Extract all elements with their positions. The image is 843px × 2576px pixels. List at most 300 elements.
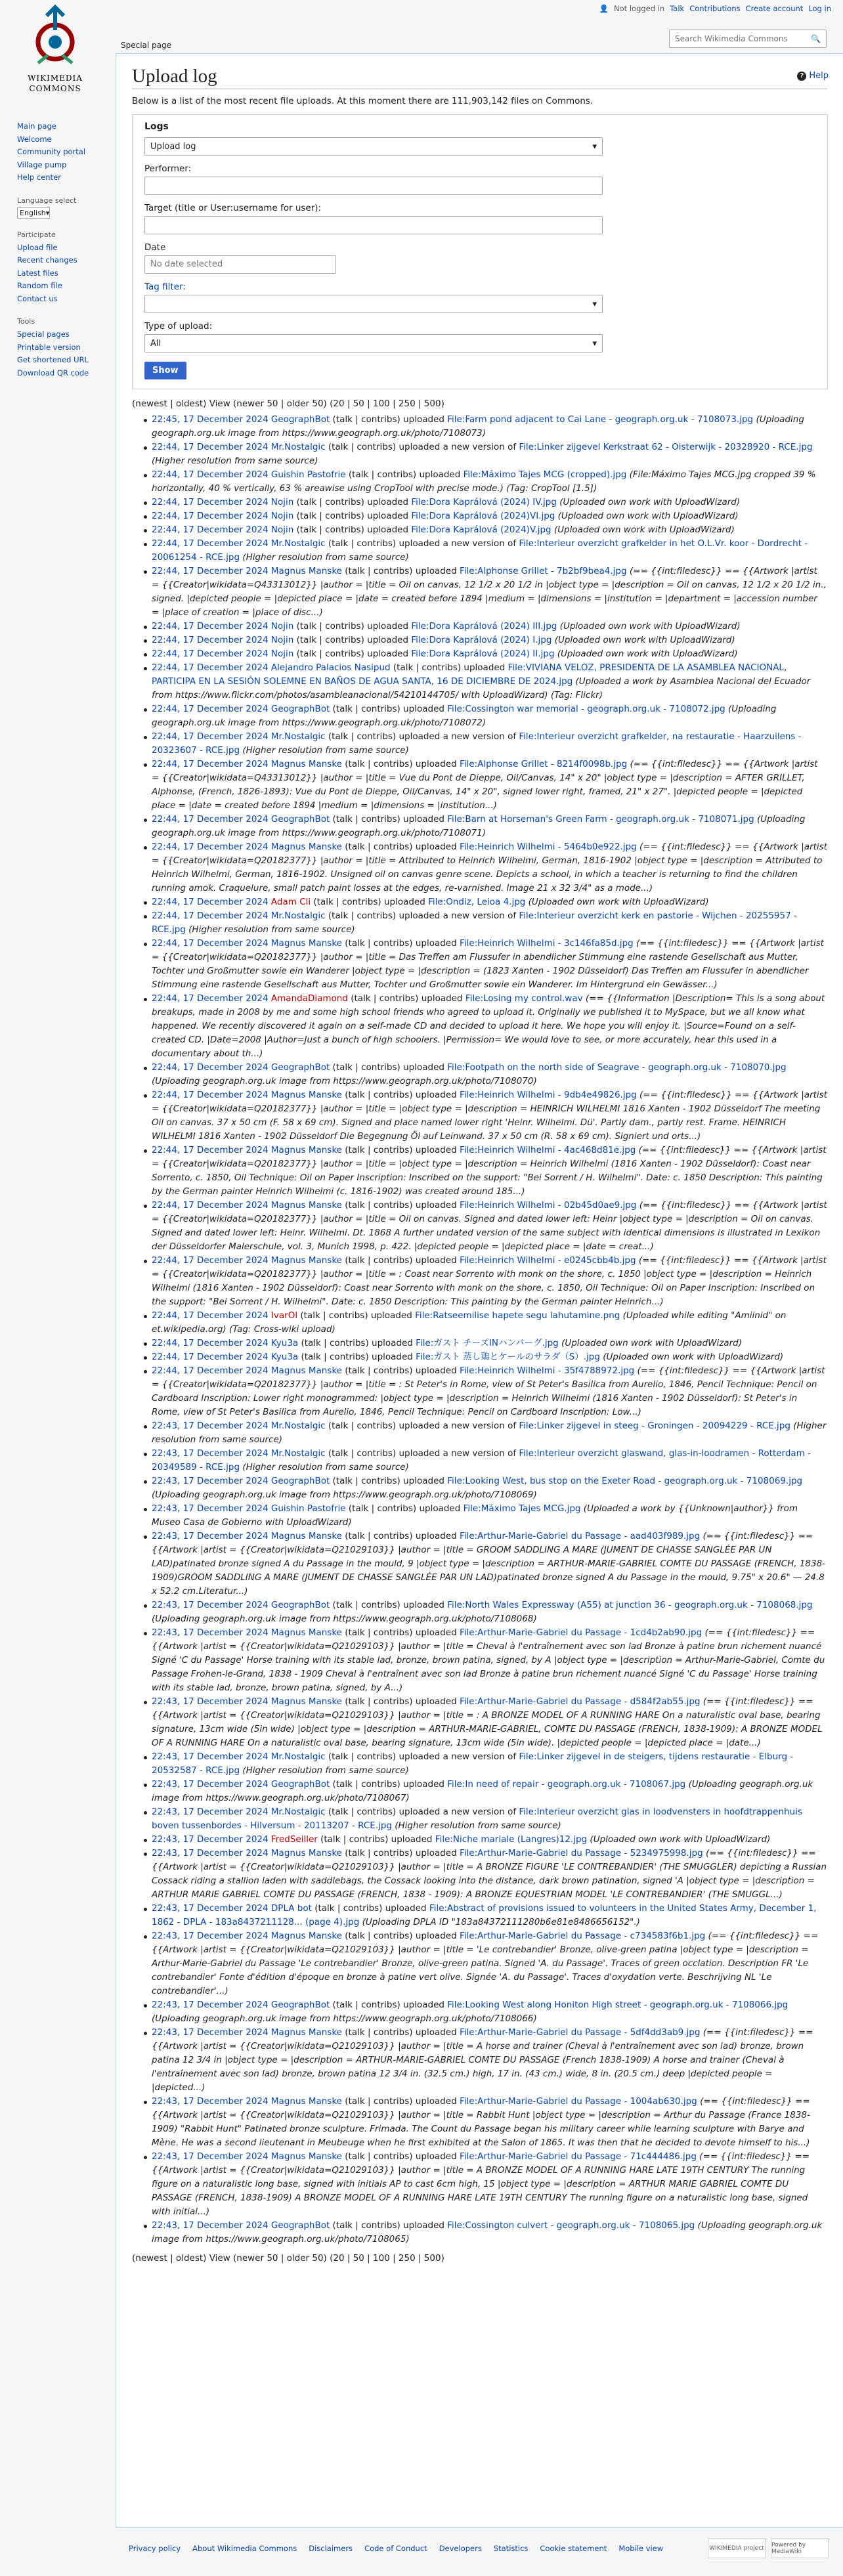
log-entry: 22:43, 17 December 2024 DPLA bot (talk | contribs) uploaded File:Abstract of provisions issued to volunteers in the United States Army, December 1, 1862 - DPLA - 183a8437211128... (page 4).jpg (Uploading DPLA ID "183a84372111280b6e81e8486656152".) [144,1902,827,1929]
entry-file-link[interactable]: File:Dora Kaprálová (2024) III.jpg [411,621,557,632]
entry-file-link[interactable]: File:Heinrich Wilhelmi - 4ac468d81e.jpg [459,1145,636,1155]
log-entry: 22:43, 17 December 2024 Magnus Manske (talk | contribs) uploaded File:Arthur-Marie-Gabriel du Passage - 1004ab630.jpg (== {{int:filedesc}} == {{Artwork |artist = {{Creator|wikidata=Q21029103}} |author = |title = Rabbit Hunt |object type = |description = Arthur du Passage (France 1838-1909) "Rabbit Hunt" Patinated bronze sculpture. Frimada. The Count du Passage began his military career while learning sculpture with Barye and Mène. He was a second lieutenant in Meubeuge when he first exhibited at the Salon of 1865. It was then that he decided to devote himself to his...) [144,2095,827,2150]
entry-comment: (== {{int:filedesc}} == {{Artwork |artist = {{Creator|wikidata=Q21029103}} |author = |title = Cheval à l'entraînement avec son lad Bronze à patine brun richement nuancé Signé 'C du Passage' Horse training with its stable lad, bronze, brown patina, signed, by A |object type = |description = Arthur-Marie-Gabriel, Comte du Passage Frohen-le-Grand, 1838 - 1909 Cheval à l'entraînent avec son lad Bronze à patine brun richement nuancé Signé 'C du Passage' Horse training with its stable lad, bronze, brown patina, signed, by A...) [152,1627,825,1693]
entry-timestamp-link[interactable]: 22:44, 17 December 2024 [152,731,269,742]
entry-action: uploaded [415,566,457,576]
entry-file-link[interactable]: File:Ondiz, Leioa 4.jpg [428,897,526,907]
entry-timestamp-link[interactable]: 22:43, 17 December 2024 [152,1421,269,1431]
entry-comment: (== {{int:filedesc}} == {{Artwork |artist = {{Creator|wikidata=Q20182377}} |author = |title = |object type = |description = Heinrich Wilhelmi (1816 Xanten - 1902 Düsseldorf): Coast near Sorrento, c. 1850, Oil Technique: Oil on Paper Inscription: Inscribed on the support: "Bei Sorrent / H. Wilhelmi". Date: c. 1850 Description: This painting by the German painter Heinrich Wilhelmi (c. 1816-1902) was created around 185...) [152,1145,827,1197]
tools-link[interactable]: Printable version [17,342,81,352]
entry-user-link[interactable]: Magnus Manske [270,1255,342,1266]
entry-comment: (== {{int:filedesc}} == {{Artwork |artist = {{Creator|wikidata=Q20182377}} |author = |title = Oil on canvas. Signed and dated lower left: Heinr |object type = |description = Oil on canvas. Signed and dated lower left: Heinr. Wilhelmi. Dt. 1868 A further undated version of the same subject with identical dimensions is illustrated in Lexikon der Düsseldorfer Malerschule, vol. 3, Munich 1998, p. 422. |depicted people = |depicted place = |date = creat...) [152,1200,827,1252]
entry-user-link[interactable]: Mr.Nostalgic [270,731,326,742]
entry-user-link[interactable]: Magnus Manske [270,1696,342,1707]
entry-user-link[interactable]: FredSeiller [270,1834,318,1845]
entry-file-link[interactable]: File:Interieur overzicht glas in loodvensters in hoofdtrappenhuis boven tussenbordes - Hilversum - 20113207 - RCE.jpg [152,1807,802,1831]
entry-file-link[interactable]: File:Interieur overzicht grafkelder in het O.L.Vr. koor - Dordrecht - 20061254 - RCE.jpg [152,538,808,563]
entry-file-link[interactable]: File:Linker zijgevel Kerkstraat 62 - Oisterwijk - 20328920 - RCE.jpg [519,442,813,452]
sidebar-item[interactable] [17,367,106,380]
date-label: Date [144,242,166,253]
entry-file-link[interactable]: File:Interieur overzicht kerk en pastorie - Wijchen - 20255957 - RCE.jpg [152,911,797,935]
page-title: Upload log [132,66,827,89]
entry-comment: (Uploading geograph.org.uk image from https://www.geograph.org.uk/photo/7108073) [152,414,804,439]
chevron-down-icon: ▾ [592,141,597,152]
sidebar-item[interactable] [17,354,106,367]
log-entry: 22:44, 17 December 2024 Mr.Nostalgic (talk | contribs) uploaded a new version of File:Interieur overzicht grafkelder in het O.L.Vr. koor - Dordrecht - 20061254 - RCE.jpg (Higher resolution from same source) [144,537,827,565]
entry-timestamp-link[interactable]: 22:43, 17 December 2024 [152,1531,269,1541]
entry-timestamp-link[interactable]: 22:43, 17 December 2024 [152,2151,269,2162]
entry-action: uploaded [385,1903,427,1914]
log-entry: 22:44, 17 December 2024 Magnus Manske (talk | contribs) uploaded File:Heinrich Wilhelmi - 5464b0e922.jpg (== {{int:filedesc}} == {{Artwork |artist = {{Creator|wikidata=Q20182377}} |author = |title = Attributed to Heinrich Wilhelmi, German, 1816-1902 |object type = |description = Attributed to Heinrich Wilhelmi, German, 1816-1902. Unsigned oil on canvas genre scene. Depicts a school, in which a teacher is returning to find the children running amok. Craquelure, small patch paint losses at the edges, re-varnished. Image 21 x 32 3/4" as a mode...) [144,840,827,895]
entry-user-link[interactable]: Mr.Nostalgic [270,1448,326,1459]
footer-link[interactable]: Disclaimers [309,2544,353,2553]
show-button[interactable]: Show [144,362,186,379]
entry-action: uploaded [415,2096,457,2107]
entry-file-link[interactable]: File:Dora Kaprálová (2024) II.jpg [411,649,555,659]
entry-action: uploaded [415,1255,457,1266]
entry-file-link[interactable]: File:Dora Kaprálová (2024) I.jpg [411,635,552,645]
entry-file-link[interactable]: File:Arthur-Marie-Gabriel du Passage - 5df4dd3ab9.jpg [459,2027,701,2038]
entry-user-link[interactable]: GeographBot [270,414,330,425]
entry-user-link[interactable]: Magnus Manske [270,2027,342,2038]
entry-file-link[interactable]: File:Máximo Tajes MCG (cropped).jpg [463,469,627,480]
log-entry: 22:45, 17 December 2024 GeographBot (talk | contribs) uploaded File:Farm pond adjacent to Cai Lane - geograph.org.uk - 7108073.jpg (Uploading geograph.org.uk image from https://www.geograph.org.uk/photo/7108073) [144,413,827,440]
sidebar-heading-tools: Tools [17,317,35,326]
entry-user-link[interactable]: Mr.Nostalgic [270,442,326,452]
entry-comment: (== {{int:filedesc}} == {{Artwork |artist = {{Creator|wikidata=Q43313012}} |author = |title = Vue du Pont de Dieppe, Oil/Canvas, 14" x 20" |object type = |description = AFTER GRILLET, Alphonse, (French, 1826-1893): Vue du Pont de Dieppe, Oil/Canvas, 14" x 20", signed lower right, framed, 21" x 27". |depicted people = |depicted place = |date = created before 1894 |medium = |dimensions = |institution...) [152,759,818,811]
entry-user-link[interactable]: GeographBot [270,1476,330,1486]
footer-link[interactable]: Code of Conduct [364,2544,427,2553]
site-logo[interactable] [13,4,97,93]
entry-user-link[interactable]: Kyu3a [270,1352,299,1362]
entry-timestamp-link[interactable]: 22:43, 17 December 2024 [152,1448,269,1459]
entry-file-link[interactable]: File:Interieur overzicht grafkelder, na restauratie - Haarzuilens - 20323607 - RCE.jpg [152,731,802,756]
entry-file-link[interactable]: File:Losing my control.wav [465,993,583,1004]
log-entry: 22:44, 17 December 2024 GeographBot (talk | contribs) uploaded File:Cossington war memorial - geograph.org.uk - 7108072.jpg (Uploading geograph.org.uk image from https://www.geograph.org.uk/photo/7108072) [144,702,827,730]
sidebar-item[interactable] [17,171,106,184]
entry-action: uploaded [419,469,461,480]
main-nav-link[interactable]: Help center [17,173,61,182]
log-entry: 22:44, 17 December 2024 Magnus Manske (talk | contribs) uploaded File:Heinrich Wilhelmi - 3c146fa85d.jpg (== {{int:filedesc}} == {{Artwork |artist = {{Creator|wikidata=Q20182377}} |author = |title = Das Treffen am Flussufer in abendlicher Stimmung eine rastende Gesellschaft aus Mutter, Tochter und Großmutter sowie ein Wanderer |object type = |description = (1823 Xanten - 1902 Düsseldorf) Das Treffen am Flussufer in abendlicher Stimmung eine rastende Gesellschaft aus Mutter, Tochter und Großmutter sowie ein Wanderer. Im Hintergrund ein Gewässer...) [144,937,827,992]
entry-timestamp-link[interactable]: 22:44, 17 December 2024 [152,1200,269,1211]
sidebar [17,120,106,379]
log-in-link[interactable]: Log in [808,4,831,13]
tools-link[interactable]: Download QR code [17,368,89,377]
entry-timestamp-link[interactable]: 22:44, 17 December 2024 [152,1255,269,1266]
entry-file-link[interactable]: File:Heinrich Wilhelmi - 3c146fa85d.jpg [459,938,634,949]
participate-link[interactable]: Latest files [17,268,58,278]
entry-user-link[interactable]: DPLA bot [270,1903,312,1914]
entry-file-link[interactable]: File:Heinrich Wilhelmi - 35f4788972.jpg [459,1365,635,1376]
entry-action: uploaded a new version of [399,538,517,549]
entry-file-link[interactable]: File:Arthur-Marie-Gabriel du Passage - 5234975998.jpg [459,1848,703,1858]
entry-timestamp-link[interactable]: 22:44, 17 December 2024 [152,525,269,535]
entry-timestamp-link[interactable]: 22:43, 17 December 2024 [152,1627,269,1638]
upload-type-label: Type of upload: [144,321,213,332]
sidebar-item[interactable] [17,341,106,354]
entry-file-link[interactable]: File:Ratseemilise hapete segu lahutamine.png [415,1310,620,1321]
log-entry: 22:44, 17 December 2024 GeographBot (talk | contribs) uploaded File:Barn at Horseman's Green Farm - geograph.org.uk - 7108071.jpg (Uploading geograph.org.uk image from https://www.geograph.org.uk/photo/7108071) [144,813,827,840]
entry-file-link[interactable]: File:Arthur-Marie-Gabriel du Passage - 1004ab630.jpg [459,2096,697,2107]
entry-user-link[interactable]: AmandaDiamond [270,993,348,1004]
entry-comment: (Uploading geograph.org.uk image from https://www.geograph.org.uk/photo/7108065) [152,2220,823,2244]
entry-action: uploaded [415,1848,457,1858]
entry-user-link[interactable]: Mr.Nostalgic [270,538,326,549]
entry-comment: (Uploaded own work with UploadWizard) [603,1352,784,1362]
entry-file-link[interactable]: File:Arthur-Marie-Gabriel du Passage - 71c444486.jpg [459,2151,697,2162]
entry-user-link[interactable]: GeographBot [270,1779,330,1790]
entry-file-link[interactable]: File:Looking West, bus stop on the Exeter Road - geograph.org.uk - 7108069.jpg [447,1476,803,1486]
help-label[interactable]: Help [809,71,829,81]
entry-timestamp-link[interactable]: 22:44, 17 December 2024 [152,621,269,632]
entry-action: uploaded [415,1931,457,1941]
entry-timestamp-link[interactable]: 22:43, 17 December 2024 [152,1903,269,1914]
entry-comment: (File:Máximo Tajes MCG.jpg cropped 39 % horizontally, 40 % vertically, 63 % areawise using CropTool with precise mode.) (Tag: CropTool [1.5]) [152,469,816,494]
footer-link[interactable]: Cookie statement [540,2544,607,2553]
entry-timestamp-link[interactable]: 22:44, 17 December 2024 [152,497,269,507]
entry-comment: (Higher resolution from same source) [188,924,355,935]
entry-user-link[interactable]: Magnus Manske [270,1848,342,1858]
entry-user-link[interactable]: Alejandro Palacios Nasipud [270,662,391,673]
entry-file-link[interactable]: File:Heinrich Wilhelmi - 02b45d0ae9.jpg [459,1200,637,1211]
entry-file-link[interactable]: File:Arthur-Marie-Gabriel du Passage - aad403f989.jpg [459,1531,701,1541]
entry-file-link[interactable]: File:Alphonse Grillet - 7b2bf9bea4.jpg [459,566,627,576]
log-entry: 22:43, 17 December 2024 GeographBot (talk | contribs) uploaded File:Looking West, bus stop on the Exeter Road - geograph.org.uk - 7108069.jpg (Uploading geograph.org.uk image from https://www.geograph.org.uk/photo/7108069) [144,1474,827,1502]
entry-file-link[interactable]: File:Footpath on the north side of Seagrave - geograph.org.uk - 7108070.jpg [447,1062,787,1073]
entry-timestamp-link[interactable]: 22:44, 17 December 2024 [152,1310,269,1321]
entry-comment: (Uploaded a work by Asamblea Nacional del Ecuador from https://www.flickr.com/photos/asambleanacional/54210144705/ with UploadWizard) (Tag: Flickr) [152,676,811,700]
participate-link[interactable]: Upload file [17,242,58,252]
entry-action: uploaded a new version of [399,1448,517,1459]
entry-timestamp-link[interactable]: 22:43, 17 December 2024 [152,1834,269,1845]
sidebar-item[interactable] [17,242,106,255]
entry-user-link[interactable]: Magnus Manske [270,759,342,769]
entry-action: uploaded [415,1627,457,1638]
entry-comment: (== {{int:filedesc}} == {{Artwork |artist = {{Creator|wikidata=Q21029103}} |author = |title = GROOM SADDLING A MARE (JUMENT DE CHASSE SANGLÉE PAR UN LAD)patinated bronze signed A du Passage in the mould, 9 |object type = |description = ARTHUR-MARIE-GABRIEL COMTE DU PASSAGE (FRENCH, 1838-1909)GROOM SADDLING A MARE (JUMENT DE CHASSE SANGLÉE PAR UN LAD)patinated bronze signed A du Passage in the mould, 9.75" x 20.6" — 24.8 x 52.2 cm.Literatur...) [152,1531,826,1597]
entry-timestamp-link[interactable]: 22:44, 17 December 2024 [152,1338,269,1348]
entry-timestamp-link[interactable]: 22:44, 17 December 2024 [152,1365,269,1376]
entry-timestamp-link[interactable]: 22:43, 17 December 2024 [152,1931,269,1941]
entry-file-link[interactable]: File:Barn at Horseman's Green Farm - geograph.org.uk - 7108071.jpg [447,814,754,825]
entry-timestamp-link[interactable]: 22:44, 17 December 2024 [152,566,269,576]
entry-timestamp-link[interactable]: 22:44, 17 December 2024 [152,993,269,1004]
sidebar-item[interactable] [17,120,106,133]
entry-timestamp-link[interactable]: 22:44, 17 December 2024 [152,511,269,521]
entry-action: uploaded a new version of [399,731,517,742]
entry-file-link[interactable]: File:North Wales Expressway (A55) at junction 36 - geograph.org.uk - 7108068.jpg [447,1600,813,1610]
entry-action: uploaded [403,1779,444,1790]
log-entry: 22:43, 17 December 2024 Magnus Manske (talk | contribs) uploaded File:Arthur-Marie-Gabriel du Passage - 5df4dd3ab9.jpg (== {{int:filedesc}} == {{Artwork |artist = {{Creator|wikidata=Q21029103}} |author = |title = A horse and trainer (Cheval à l'entraînement avec son lad) bronze, brown patina 12 3/4 in |object type = |description = ARTHUR-MARIE-GABRIEL COMTE DU PASSAGE (French 1838-1909) A horse and trainer (Cheval à l'entraînement avec son lad) bronze, brown patina 12 3/4 in. (32.5 cm.) high, 17 in. (43 cm.) wide, 8 in. (20.5 cm.) deep |depicted people = |depicted...) [144,2026,827,2095]
chevron-down-icon: ▾ [592,338,597,349]
entry-comment: (Uploading DPLA ID "183a84372111280b6e81e8486656152".) [362,1917,640,1927]
entry-comment: (Uploaded own work with UploadWizard) [554,635,735,645]
entry-file-link[interactable]: File:Arthur-Marie-Gabriel du Passage - 1cd4b2ab90.jpg [459,1627,702,1638]
sidebar-item[interactable] [17,293,106,306]
entry-user-link[interactable]: Mr.Nostalgic [270,1421,326,1431]
target-input[interactable] [144,216,603,234]
pager-top[interactable]: (newest | oldest) View (newer 50 | older 50) (20 | 50 | 100 | 250 | 500) [132,398,444,409]
entry-comment: (== {{int:filedesc}} == {{Artwork |artist = {{Creator|wikidata=Q21029103}} |author = |title = A horse and trainer (Cheval à l'entraînement avec son lad) bronze, brown patina 12 3/4 in |object type = |description = ARTHUR-MARIE-GABRIEL COMTE DU PASSAGE (French 1838-1909) A horse and trainer (Cheval à l'entraînement avec son lad) bronze, brown patina 12 3/4 in. (32.5 cm.) high, 17 in. (43 cm.) wide, 8 in. (20.5 cm.) deep |depicted people = |depicted...) [152,2027,813,2093]
talk-link[interactable]: Talk [670,4,685,13]
sidebar-item[interactable] [17,146,106,159]
entry-comment: (Higher resolution from same source) [242,745,409,756]
entry-user-link[interactable]: Magnus Manske [270,1365,342,1376]
tag-filter-link[interactable]: Tag filter: [144,282,186,292]
entry-file-link[interactable]: File:Máximo Tajes MCG.jpg [463,1503,581,1514]
entry-timestamp-link[interactable]: 22:44, 17 December 2024 [152,704,269,714]
entry-user-link[interactable]: Mr.Nostalgic [270,911,326,921]
entry-file-link[interactable]: File:Niche mariale (Langres)12.jpg [435,1834,588,1845]
entry-timestamp-link[interactable]: 22:43, 17 December 2024 [152,1476,269,1486]
entry-file-link[interactable]: File:ガスト チーズINハンバーグ.jpg [416,1338,559,1348]
main-nav-link[interactable]: Welcome [17,134,52,144]
log-entry: 22:44, 17 December 2024 Nojin (talk | contribs) uploaded File:Dora Kaprálová (2024) II.jpg (Uploaded own work with UploadWizard) [144,647,827,661]
entry-user-link[interactable]: Magnus Manske [270,842,342,852]
entry-timestamp-link[interactable]: 22:44, 17 December 2024 [152,938,269,949]
entry-comment: (== {{int:filedesc}} == {{Artwork |artist = {{Creator|wikidata=Q21029103}} |author = |title = 'Le contrebandier' Bronze, olive-green patina |object type = |description = Arthur-Marie-Gabriel du Passage 'Le contrebandier' Bronze, olive-green patina. Signed 'A. du Passage'. Traces of green occlation. Description FR 'Le contrebandier' Fonte d'édition d'époque en bronze à patine vert olive. Signée 'A. du Passage'. Traces d'oxydation verte. Beschrijving NL 'Le contrebandier'...) [152,1931,819,1996]
entry-timestamp-link[interactable]: 22:43, 17 December 2024 [152,1807,269,1817]
entry-file-link[interactable]: File:Alphonse Grillet - 8214f0098b.jpg [459,759,628,769]
entry-timestamp-link[interactable]: 22:43, 17 December 2024 [152,1751,269,1762]
entry-comment: (Higher resolution from same source) [242,1765,409,1776]
entry-timestamp-link[interactable]: 22:44, 17 December 2024 [152,897,269,907]
entry-file-link[interactable]: File:Looking West along Honiton High street - geograph.org.uk - 7108066.jpg [447,2000,789,2010]
entry-user-link[interactable]: Mr.Nostalgic [270,1751,326,1762]
entry-timestamp-link[interactable]: 22:43, 17 December 2024 [152,2096,269,2107]
entry-file-link[interactable]: File:Linker zijgevel in de steigers, tijdens restauratie - Elburg - 20532587 - RCE.jpg [152,1751,794,1776]
language-select[interactable] [17,207,50,219]
performer-input[interactable] [144,177,603,195]
entry-timestamp-link[interactable]: 22:43, 17 December 2024 [152,1779,269,1790]
footer-link[interactable]: About Wikimedia Commons [192,2544,297,2553]
target-label: Target (title or User:username for user): [144,203,322,213]
entry-timestamp-link[interactable]: 22:43, 17 December 2024 [152,1600,269,1610]
entry-timestamp-link[interactable]: 22:44, 17 December 2024 [152,759,269,769]
entry-action: uploaded [415,759,457,769]
search-input[interactable] [669,30,827,48]
entry-file-link[interactable]: File:Dora Kaprálová (2024)V.jpg [411,525,551,535]
entry-timestamp-link[interactable]: 22:43, 17 December 2024 [152,1503,269,1514]
entry-timestamp-link[interactable]: 22:43, 17 December 2024 [152,2000,269,2010]
entry-user-link[interactable]: GeographBot [270,1062,330,1073]
main-nav-link[interactable]: Main page [17,121,56,131]
entry-user-link[interactable]: Magnus Manske [270,566,342,576]
log-entry: 22:44, 17 December 2024 IvarOl (talk | contribs) uploaded File:Ratseemilise hapete segu lahutamine.png (Uploaded while editing "Amiinid" on et.wikipedia.org) (Tag: Cross-wiki upload) [144,1309,827,1337]
entry-file-link[interactable]: File:Cossington war memorial - geograph.org.uk - 7108072.jpg [447,704,725,714]
entry-user-link[interactable]: GeographBot [270,1600,330,1610]
entry-action: uploaded [415,1090,457,1100]
footer-link[interactable]: Mobile view [618,2544,664,2553]
sidebar-item[interactable] [17,280,106,293]
footer-link[interactable]: Statistics [493,2544,529,2553]
entry-file-link[interactable]: File:Farm pond adjacent to Cai Lane - geograph.org.uk - 7108073.jpg [447,414,754,425]
entry-file-link[interactable]: File:Arthur-Marie-Gabriel du Passage - c734583f6b1.jpg [459,1931,706,1941]
contributions-link[interactable]: Contributions [689,4,741,13]
log-entry: 22:44, 17 December 2024 Mr.Nostalgic (talk | contribs) uploaded a new version of File:Linker zijgevel Kerkstraat 62 - Oisterwijk - 20328920 - RCE.jpg (Higher resolution from same source) [144,440,827,468]
entry-timestamp-link[interactable]: 22:44, 17 December 2024 [152,662,269,673]
entry-user-link[interactable]: Magnus Manske [270,938,342,949]
sidebar-item[interactable] [17,267,106,280]
entry-timestamp-link[interactable]: 22:44, 17 December 2024 [152,1352,269,1362]
entry-user-link[interactable]: Magnus Manske [270,2096,342,2107]
entry-user-link[interactable]: Magnus Manske [270,1090,342,1100]
entry-timestamp-link[interactable]: 22:44, 17 December 2024 [152,842,269,852]
entry-action: uploaded [403,1062,444,1073]
entry-file-link[interactable]: File:Dora Kaprálová (2024) IV.jpg [411,497,557,507]
entry-user-link[interactable]: Magnus Manske [270,1145,342,1155]
entry-file-link[interactable]: File:Abstract of provisions issued to volunteers in the United States Army, December 1, 1862 - DPLA - 183a8437211128... (page 4).jpg [152,1903,817,1927]
participate-link[interactable]: Contact us [17,293,58,303]
entry-timestamp-link[interactable]: 22:43, 17 December 2024 [152,1696,269,1707]
entry-action: uploaded [415,1365,457,1376]
entry-action: uploaded [403,814,444,825]
entry-comment: (Higher resolution from same source) [152,456,318,466]
entry-action: uploaded [372,1352,413,1362]
footer-link[interactable]: Privacy policy [129,2544,181,2553]
entry-user-link[interactable]: Nojin [270,635,294,645]
entry-timestamp-link[interactable]: 22:43, 17 December 2024 [152,1848,269,1858]
entry-timestamp-link[interactable]: 22:45, 17 December 2024 [152,414,269,425]
entry-file-link[interactable]: File:ガスト 蒸し鶏とケールのサラダ（S）.jpg [416,1352,600,1362]
log-entry: 22:44, 17 December 2024 Adam Cli (talk | contribs) uploaded File:Ondiz, Leioa 4.jpg (Uploaded own work with UploadWizard) [144,895,827,909]
entry-file-link[interactable]: File:Heinrich Wilhelmi - 5464b0e922.jpg [459,842,637,852]
entry-timestamp-link[interactable]: 22:44, 17 December 2024 [152,469,269,480]
entry-user-link[interactable]: Kyu3a [270,1338,299,1348]
log-entry: 22:44, 17 December 2024 Magnus Manske (talk | contribs) uploaded File:Alphonse Grillet - 8214f0098b.jpg (== {{int:filedesc}} == {{Artwork |artist = {{Creator|wikidata=Q43313012}} |author = |title = Vue du Pont de Dieppe, Oil/Canvas, 14" x 20" |object type = |description = AFTER GRILLET, Alphonse, (French, 1826-1893): Vue du Pont de Dieppe, Oil/Canvas, 14" x 20", signed lower right, framed, 21" x 27". |depicted people = |depicted place = |date = created before 1894 |medium = |dimensions = |institution...) [144,758,827,813]
entry-user-link[interactable]: IvarOl [270,1310,298,1321]
main-nav-link[interactable]: Village pump [17,160,67,169]
help-icon: ? [797,72,806,81]
entry-action: uploaded a new version of [399,911,517,921]
entry-comment: (== {{int:filedesc}} == {{Artwork |artist = {{Creator|wikidata=Q21029103}} |author = |title = A BRONZE MODEL OF A RUNNING HARE LATE 19TH CENTURY The running figure on a naturalistic long base, signed with initials AP to cast 6cm high, 15 |object type = |description = ARTHUR MARIE GABRIEL COMTE DU PASSAGE (FRENCH, 1838-1909) A BRONZE MODEL OF A RUNNING HARE LATE 19TH CENTURY The running figure on a naturalistic long base, signed with initial...) [152,2151,810,2217]
log-entry: 22:43, 17 December 2024 GeographBot (talk | contribs) uploaded File:Looking West along Honiton High street - geograph.org.uk - 7108066.jpg (Uploading geograph.org.uk image from https://www.geograph.org.uk/photo/7108066) [144,1998,827,2026]
entry-timestamp-link[interactable]: 22:44, 17 December 2024 [152,649,269,659]
entry-user-link[interactable]: GeographBot [270,2000,330,2010]
log-entry: 22:44, 17 December 2024 Mr.Nostalgic (talk | contribs) uploaded a new version of File:Interieur overzicht grafkelder, na restauratie - Haarzuilens - 20323607 - RCE.jpg (Higher resolution from same source) [144,730,827,758]
tab-special-page[interactable]: Special page [121,41,172,50]
entry-user-link[interactable]: Magnus Manske [270,2151,342,2162]
sidebar-item[interactable] [17,254,106,267]
entry-user-link[interactable]: Guishin Pastofrie [270,469,346,480]
entry-file-link[interactable]: File:Arthur-Marie-Gabriel du Passage - d584f2ab55.jpg [459,1696,701,1707]
entry-comment: (Uploaded own work with UploadWizard) [553,525,735,535]
entry-action: uploaded [367,621,409,632]
entry-comment: (== {{int:filedesc}} == {{Artwork |artist = {{Creator|wikidata=Q43313012}} |author = |title = Oil on canvas, 12 1/2 x 20 1/2 in |object type = |description = Oil on canvas, 12 1/2 x 20 1/2 in., signed. |depicted people = |depicted place = |date = created before 1894 |medium = |dimensions = |institution = |department = |accession number = |place of creation = |place of disc...) [152,566,827,618]
entry-comment: (Uploaded own work with UploadWizard) [557,649,738,659]
log-entry: 22:43, 17 December 2024 Magnus Manske (talk | contribs) uploaded File:Arthur-Marie-Gabriel du Passage - 71c444486.jpg (== {{int:filedesc}} == {{Artwork |artist = {{Creator|wikidata=Q21029103}} |author = |title = A BRONZE MODEL OF A RUNNING HARE LATE 19TH CENTURY The running figure on a naturalistic long base, signed with initials AP to cast 6cm high, 15 |object type = |description = ARTHUR MARIE GABRIEL COMTE DU PASSAGE (FRENCH, 1838-1909) A BRONZE MODEL OF A RUNNING HARE LATE 19TH CENTURY The running figure on a naturalistic long base, signed with initial...) [144,2150,827,2219]
entry-file-link[interactable]: File:In need of repair - geograph.org.uk - 7108067.jpg [447,1779,686,1790]
entry-timestamp-link[interactable]: 22:44, 17 December 2024 [152,1145,269,1155]
upload-type-select[interactable] [144,334,603,353]
entry-user-link[interactable]: Magnus Manske [270,1627,342,1638]
tag-filter-label [144,282,815,292]
footer-link[interactable]: Developers [439,2544,482,2553]
log-entry: 22:43, 17 December 2024 Magnus Manske (talk | contribs) uploaded File:Arthur-Marie-Gabriel du Passage - d584f2ab55.jpg (== {{int:filedesc}} == {{Artwork |artist = {{Creator|wikidata=Q21029103}} |author = |title = : A BRONZE MODEL OF A RUNNING HARE On a naturalistic oval base, bearing signature, 13cm wide (5in wide) |object type = |description = ARTHUR-MARIE-GABRIEL, COMTE DU PASSAGE (FRENCH, 1838-1909): A BRONZE MODEL OF A RUNNING HARE On a naturalistic oval base, bearing signature, 13cm wide (5in wide). |depicted people = |depicted place = |date...) [144,1695,827,1750]
tools-link[interactable]: Special pages [17,330,70,339]
entry-user-link[interactable]: Magnus Manske [270,1531,342,1541]
entry-action: uploaded [415,1531,457,1541]
entry-timestamp-link[interactable]: 22:44, 17 December 2024 [152,911,269,921]
participate-link[interactable]: Random file [17,281,62,290]
page-tabs [116,34,177,54]
entry-timestamp-link[interactable]: 22:43, 17 December 2024 [152,2027,269,2038]
entry-user-link[interactable]: Nojin [270,497,294,507]
entry-timestamp-link[interactable]: 22:44, 17 December 2024 [152,814,269,825]
entry-user-link[interactable]: Guishin Pastofrie [270,1503,346,1514]
entry-user-link[interactable]: Adam Cli [270,897,311,907]
participate-link[interactable]: Recent changes [17,255,77,265]
log-type-select[interactable] [144,137,603,156]
entry-action: uploaded [372,1338,413,1348]
sidebar-item[interactable] [17,328,106,341]
entry-file-link[interactable]: File:Heinrich Wilhelmi - e0245cbb4b.jpg [459,1255,636,1266]
entry-comment: (== {{int:filedesc}} == {{Artwork |artist = {{Creator|wikidata=Q21029103}} |author = |title = : A BRONZE MODEL OF A RUNNING HARE On a naturalistic oval base, bearing signature, 13cm wide (5in wide) |object type = |description = ARTHUR-MARIE-GABRIEL, COMTE DU PASSAGE (FRENCH, 1838-1909): A BRONZE MODEL OF A RUNNING HARE On a naturalistic oval base, bearing signature, 13cm wide (5in wide). |depicted people = |depicted place = |date...) [152,1696,823,1748]
tools-link[interactable]: Get shortened URL [17,355,89,364]
entry-file-link[interactable]: File:Interieur overzicht glaswand, glas-in-loodramen - Rotterdam - 20349589 - RCE.jpg [152,1448,811,1472]
entry-file-link[interactable]: File:Dora Kaprálová (2024)VI.jpg [411,511,555,521]
performer-label: Performer: [144,163,192,174]
entry-file-link[interactable]: File:Cossington culvert - geograph.org.uk - 7108065.jpg [447,2220,695,2231]
entry-action: uploaded [367,635,409,645]
log-entry: 22:43, 17 December 2024 Magnus Manske (talk | contribs) uploaded File:Arthur-Marie-Gabriel du Passage - c734583f6b1.jpg (== {{int:filedesc}} == {{Artwork |artist = {{Creator|wikidata=Q21029103}} |author = |title = 'Le contrebandier' Bronze, olive-green patina |object type = |description = Arthur-Marie-Gabriel du Passage 'Le contrebandier' Bronze, olive-green patina. Signed 'A. du Passage'. Traces of green occlation. Description FR 'Le contrebandier' Fonte d'édition d'époque en bronze à patine vert olive. Signée 'A. du Passage'. Traces d'oxydation verte. Beschrijving NL 'Le contrebandier'...) [144,1929,827,1998]
entry-timestamp-link[interactable]: 22:44, 17 December 2024 [152,1062,269,1073]
entry-action: uploaded [403,704,444,714]
entry-user-link[interactable]: Nojin [270,511,294,521]
entry-file-link[interactable]: File:VIVIANA VELOZ, PRESIDENTA DE LA ASAMBLEA NACIONAL, PARTICIPA EN LA SESIÓN SOLEMNE EN BAÑOS DE AGUA SANTA, 16 DE DICIEMBRE DE 2024.jpg [152,662,787,687]
entry-user-link[interactable]: GeographBot [270,2220,330,2231]
entry-comment: (Uploading geograph.org.uk image from https://www.geograph.org.uk/photo/7108066) [152,2013,537,2024]
entry-comment: (== {{int:filedesc}} == {{Artwork |artist = {{Creator|wikidata=Q20182377}} |author = |title = |object type = |description = HEINRICH WILHELMI 1816 Xanten - 1902 Düsseldorf The meeting Oil on canvas. 37 x 50 cm (F. 58 x 69 cm). Signed and place named lower right 'Heinr. Wilhelmi. Dü'. Partly dam., partly rest. Frame. HEINRICH WILHELMI 1816 Xanten - 1902 Düsseldorf Die Begegnung Öl auf Leinwand. 37 x 50 cm (R. 58 x 69 cm). Signiert und orts...) [152,1090,827,1142]
entry-user-link[interactable]: Magnus Manske [270,1931,342,1941]
entry-file-link[interactable]: File:Linker zijgevel in steeg - Groningen - 20094229 - RCE.jpg [519,1421,790,1431]
sidebar-tools-nav [17,328,106,379]
log-entry: 22:44, 17 December 2024 Mr.Nostalgic (talk | contribs) uploaded a new version of File:Interieur overzicht kerk en pastorie - Wijchen - 20255957 - RCE.jpg (Higher resolution from same source) [144,909,827,937]
entry-user-link[interactable]: Mr.Nostalgic [270,1807,326,1817]
entry-action: uploaded [403,414,444,425]
wikimedia-project-badge[interactable]: WIKIMEDIA project [708,2538,766,2558]
entry-timestamp-link[interactable]: 22:43, 17 December 2024 [152,2220,269,2231]
entry-user-link[interactable]: GeographBot [270,704,330,714]
powered-by-mediawiki-badge[interactable]: Powered by MediaWiki [771,2538,829,2558]
entry-comment: (Uploaded own work with UploadWizard) [528,897,709,907]
help-link[interactable] [797,71,829,81]
entry-file-link[interactable]: File:Heinrich Wilhelmi - 9db4e49826.jpg [459,1090,637,1100]
entry-user-link[interactable]: GeographBot [270,814,330,825]
sidebar-item[interactable] [17,159,106,172]
entry-user-link[interactable]: Nojin [270,621,294,632]
main-nav-link[interactable]: Community portal [17,147,86,156]
entry-user-link[interactable]: Nojin [270,649,294,659]
entry-user-link[interactable]: Nojin [270,525,294,535]
entry-timestamp-link[interactable]: 22:44, 17 December 2024 [152,1090,269,1100]
sidebar-item[interactable] [17,133,106,146]
create-account-link[interactable]: Create account [745,4,804,13]
entry-comment: (Higher resolution from same source) [395,1820,561,1831]
entry-timestamp-link[interactable]: 22:44, 17 December 2024 [152,442,269,452]
logo-wordmark-2: COMMONS [29,84,81,93]
entry-timestamp-link[interactable]: 22:44, 17 December 2024 [152,635,269,645]
log-entry: 22:43, 17 December 2024 FredSeiller (talk | contribs) uploaded File:Niche mariale (Langres)12.jpg (Uploaded own work with UploadWizard) [144,1833,827,1847]
entry-timestamp-link[interactable]: 22:44, 17 December 2024 [152,538,269,549]
date-input[interactable]: No date selected [144,255,336,274]
search-icon[interactable]: 🔍 [811,34,821,43]
entry-user-link[interactable]: Magnus Manske [270,1200,342,1211]
tag-filter-select[interactable] [144,295,603,313]
log-entry: 22:43, 17 December 2024 GeographBot (talk | contribs) uploaded File:Cossington culvert - geograph.org.uk - 7108065.jpg (Uploading geograph.org.uk image from https://www.geograph.org.uk/photo/7108065) [144,2219,827,2246]
pager-bottom[interactable]: (newest | oldest) View (newer 50 | older 50) (20 | 50 | 100 | 250 | 500) [132,2253,444,2264]
log-entry: 22:43, 17 December 2024 GeographBot (talk | contribs) uploaded File:North Wales Expressway (A55) at junction 36 - geograph.org.uk - 7108068.jpg (Uploading geograph.org.uk image from https://www.geograph.org.uk/photo/7108068) [144,1599,827,1626]
log-entry: 22:43, 17 December 2024 Magnus Manske (talk | contribs) uploaded File:Arthur-Marie-Gabriel du Passage - 1cd4b2ab90.jpg (== {{int:filedesc}} == {{Artwork |artist = {{Creator|wikidata=Q21029103}} |author = |title = Cheval à l'entraînement avec son lad Bronze à patine brun richement nuancé Signé 'C du Passage' Horse training with its stable lad, bronze, brown patina, signed, by A |object type = |description = Arthur-Marie-Gabriel, Comte du Passage Frohen-le-Grand, 1838 - 1909 Cheval à l'entraînent avec son lad Bronze à patine brun richement nuancé Signé 'C du Passage' Horse training with its stable lad, bronze, brown patina, signed, by A...) [144,1626,827,1695]
